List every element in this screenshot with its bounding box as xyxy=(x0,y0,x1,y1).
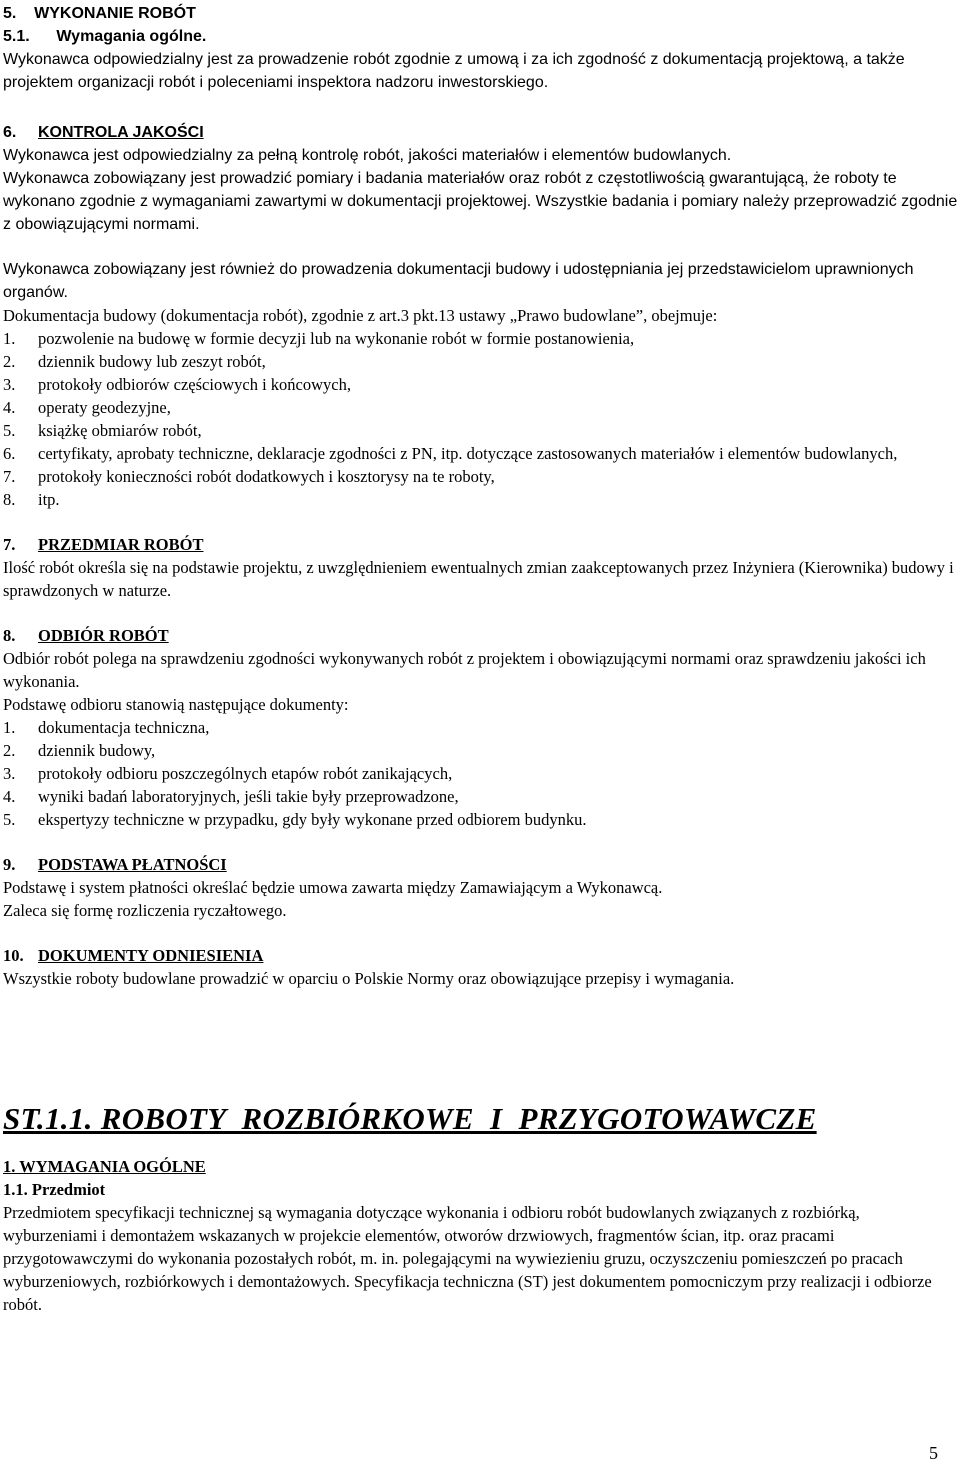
spacer xyxy=(3,602,958,624)
list-item-text: dziennik budowy, xyxy=(38,741,156,760)
list-item-text: protokoły odbiorów częściowych i końcowych, xyxy=(38,375,351,394)
spacer xyxy=(3,1137,958,1155)
section-5-1-number: 5.1. xyxy=(3,28,30,45)
list-item-text: protokoły odbioru poszczególnych etapów robót zanikających, xyxy=(38,764,453,783)
section-7-number: 7. xyxy=(3,535,16,554)
list-item-text: ekspertyzy techniczne w przypadku, gdy były wykonane przed odbiorem budynku. xyxy=(38,810,587,829)
list-item-text: protokoły konieczności robót dodatkowych i kosztorysy na te roboty, xyxy=(38,467,495,486)
section-8-title: ODBIÓR ROBÓT xyxy=(38,626,169,645)
section-9-heading xyxy=(3,853,958,876)
list-item xyxy=(3,327,958,350)
list-item xyxy=(3,373,958,396)
list-item-number: 3. xyxy=(3,375,16,394)
spacer xyxy=(3,511,958,533)
list-item-text: książkę obmiarów robót, xyxy=(38,421,202,440)
spec-text: Przedmiotem specyfikacji technicznej są wymagania dotyczące wykonania i odbioru robót budowlanych związanych z rozbiórką, wyburzeniami i demontażem wskazanych w projekcie elementów, otworów drzwiowych, fragmentów ścian, itp. oraz pracami przygotowawczymi do wykonania pozostałych robót, m. in. polegającymi na wywiezieniu gruzu, oczyszczeniu pomieszczeń po pracach wyburzeniowych, rozbiórkowych i demontażowych. Specyfikacja techniczna (ST) jest dokumentem pomocniczym przy realizacji i odbiorze robót. xyxy=(3,1203,932,1314)
list-item-text: wyniki badań laboratoryjnych, jeśli takie były przeprowadzone, xyxy=(38,787,459,806)
list-item-number: 1. xyxy=(3,329,16,348)
section-9 xyxy=(3,853,958,922)
section-9-title: PODSTAWA PŁATNOŚCI xyxy=(38,855,227,874)
spec-heading-1: 1. WYMAGANIA OGÓLNE xyxy=(3,1157,206,1176)
document-page xyxy=(3,0,958,1316)
list-item xyxy=(3,419,958,442)
section-6 xyxy=(3,121,958,304)
spacer xyxy=(3,990,958,1101)
section-10-number: 10. xyxy=(3,946,24,965)
list-item-text: operaty geodezyjne, xyxy=(38,398,171,417)
section-6-paragraph-3: Wykonawca zobowiązany jest również do prowadzenia dokumentacji budowy i udostępniania jej przedstawicielom uprawnionych organów. xyxy=(3,261,914,301)
list-item-number: 2. xyxy=(3,352,16,371)
list-item-number: 1. xyxy=(3,718,16,737)
list-item-number: 8. xyxy=(3,490,16,509)
list-item xyxy=(3,808,958,831)
section-6-documentation xyxy=(3,304,958,511)
list-item xyxy=(3,488,958,511)
list-item-number: 2. xyxy=(3,741,16,760)
list-item-number: 4. xyxy=(3,398,16,417)
list-item xyxy=(3,465,958,488)
list-item-number: 5. xyxy=(3,810,16,829)
section-5-heading: 5. WYKONANIE ROBÓT xyxy=(3,5,196,22)
list-item-number: 3. xyxy=(3,764,16,783)
section-10-title: DOKUMENTY ODNIESIENIA xyxy=(38,946,264,965)
section-6-number: 6. xyxy=(3,124,17,141)
section-6-paragraph-1: Wykonawca jest odpowiedzialny za pełną kontrolę robót, jakości materiałów i elementów budowlanych. xyxy=(3,147,732,164)
section-8-paragraph-1: Odbiór robót polega na sprawdzeniu zgodności wykonywanych robót z projektem i obowiązującymi normami oraz sprawdzeniu jakości ich wykonania. xyxy=(3,649,926,691)
list-item xyxy=(3,350,958,373)
spacer xyxy=(3,236,958,258)
spacer xyxy=(3,831,958,853)
section-6-title: KONTROLA JAKOŚCI xyxy=(38,124,204,141)
section-6-paragraph-4: Dokumentacja budowy (dokumentacja robót), zgodnie z art.3 pkt.13 ustawy „Prawo budowlane”, obejmuje: xyxy=(3,306,718,325)
section-5 xyxy=(3,0,958,94)
section-9-paragraph-1: Podstawę i system płatności określać będzie umowa zawarta między Zamawiającym a Wykonawcą. xyxy=(3,878,663,897)
section-7-title: PRZEDMIAR ROBÓT xyxy=(38,535,204,554)
section-5-1-heading xyxy=(3,25,958,48)
list-item-number: 7. xyxy=(3,467,16,486)
list-item-text: certyfikaty, aprobaty techniczne, deklaracje zgodności z PN, itp. dotyczące zastosowanych materiałów i elementów budowlanych, xyxy=(38,444,898,463)
list-item xyxy=(3,396,958,419)
section-7-heading xyxy=(3,533,958,556)
spec-heading-1-1: 1.1. Przedmiot xyxy=(3,1180,106,1199)
list-item-number: 4. xyxy=(3,787,16,806)
section-7 xyxy=(3,533,958,602)
list-item-number: 6. xyxy=(3,444,16,463)
spacer xyxy=(3,922,958,944)
section-5-1-text: Wykonawca odpowiedzialny jest za prowadzenie robót zgodnie z umową i za ich zgodność z dokumentacją projektową, a także projektem organizacji robót i poleceniami inspektora nadzoru inwestorskiego. xyxy=(3,51,905,91)
list-item-text: itp. xyxy=(38,490,60,509)
specification-st-1-1 xyxy=(3,1101,958,1316)
page-number: 5 xyxy=(929,1443,938,1463)
section-8-heading xyxy=(3,624,958,647)
section-10-heading xyxy=(3,944,958,967)
list-item xyxy=(3,785,958,808)
section-6-paragraph-2: Wykonawca zobowiązany jest prowadzić pomiary i badania materiałów oraz robót z częstotliwością gwarantującą, że roboty te wykonano zgodnie z wymaganiami zawartymi w dokumentacji projektowej. Wszystkie badania i pomiary należy przeprowadzić zgodnie z obowiązującymi normami. xyxy=(3,170,958,233)
list-item xyxy=(3,762,958,785)
section-9-number: 9. xyxy=(3,855,16,874)
section-8 xyxy=(3,624,958,831)
list-item-text: pozwolenie na budowę w formie decyzji lub na wykonanie robót w formie postanowienia, xyxy=(38,329,635,348)
section-5-1-title: Wymagania ogólne. xyxy=(56,28,207,45)
section-8-paragraph-2: Podstawę odbioru stanowią następujące dokumenty: xyxy=(3,695,349,714)
spacer xyxy=(3,94,958,121)
section-6-heading xyxy=(3,121,958,144)
specification-title: ST.1.1. ROBOTY ROZBIÓRKOWE I PRZYGOTOWAWCZE xyxy=(3,1101,817,1136)
list-item xyxy=(3,739,958,762)
list-item-text: dokumentacja techniczna, xyxy=(38,718,210,737)
section-8-number: 8. xyxy=(3,626,16,645)
section-8-list xyxy=(3,716,958,831)
section-10-text: Wszystkie roboty budowlane prowadzić w oparciu o Polskie Normy oraz obowiązujące przepisy i wymagania. xyxy=(3,969,735,988)
list-item-number: 5. xyxy=(3,421,16,440)
list-item xyxy=(3,716,958,739)
section-7-text: Ilość robót określa się na podstawie projektu, z uwzględnieniem ewentualnych zmian zaakceptowanych przez Inżyniera (Kierownika) budowy i sprawdzonych w naturze. xyxy=(3,558,954,600)
list-item-text: dziennik budowy lub zeszyt robót, xyxy=(38,352,266,371)
section-6-list xyxy=(3,327,958,511)
section-10 xyxy=(3,944,958,990)
section-9-paragraph-2: Zaleca się formę rozliczenia ryczałtowego. xyxy=(3,901,287,920)
list-item xyxy=(3,442,958,465)
